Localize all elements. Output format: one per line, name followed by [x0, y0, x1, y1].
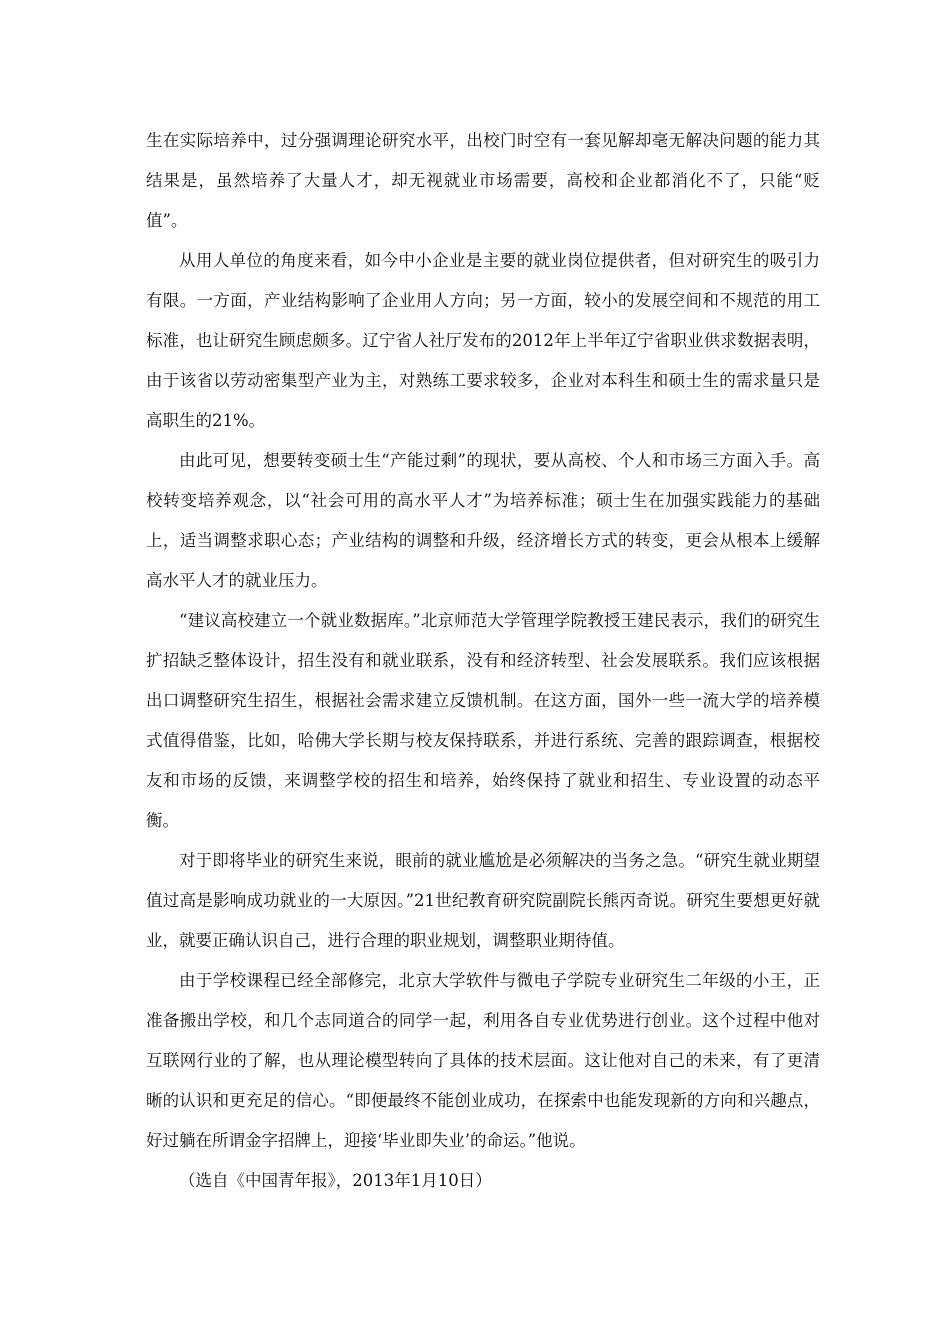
article-body: [146, 121, 820, 1201]
paragraph-2: 从用人单位的角度来看，如今中小企业是主要的就业岗位提供者，但对研究生的吸引力有限。一方面，产业结构影响了企业用人方向；另一方面，较小的发展空间和不规范的用工标准，也让研究生顾虑颇多。辽宁省人社厅发布的2012年上半年辽宁省职业供求数据表明，由于该省以劳动密集型产业为主，对熟练工要求较多，企业对本科生和硕士生的需求量只是高职生的21%。: [146, 251, 820, 430]
paragraph-3: 由此可见，想要转变硕士生“产能过剩”的现状，要从高校、个人和市场三方面入手。高校转变培养观念，以“社会可用的高水平人才”为培养标准；硕士生在加强实践能力的基础上，适当调整求职心态；产业结构的调整和升级，经济增长方式的转变，更会从根本上缓解高水平人才的就业压力。: [146, 451, 820, 590]
paragraph-6: 由于学校课程已经全部修完，北京大学软件与微电子学院专业研究生二年级的小王，正准备搬出学校，和几个志同道合的同学一起，利用各自专业优势进行创业。这个过程中他对互联网行业的了解，也从理论模型转向了具体的技术层面。这让他对自己的未来，有了更清晰的认识和更充足的信心。“即便最终不能创业成功，在探索中也能发现新的方向和兴趣点，好过躺在所谓金字招牌上，迎接‘毕业即失业’的命运。”他说。: [146, 971, 820, 1150]
paragraph-5: 对于即将毕业的研究生来说，眼前的就业尴尬是必须解决的当务之急。“研究生就业期望值过高是影响成功就业的一大原因。”21世纪教育研究院副院长熊丙奇说。研究生要想更好就业，就要正确认识自己，进行合理的职业规划，调整职业期待值。: [146, 851, 820, 950]
source-citation: （选自《中国青年报》，2013年1月10日）: [179, 1171, 492, 1190]
paragraph-4: “建议高校建立一个就业数据库。”北京师范大学管理学院教授王建民表示，我们的研究生扩招缺乏整体设计，招生没有和就业联系，没有和经济转型、社会发展联系。我们应该根据出口调整研究生招生，根据社会需求建立反馈机制。在这方面，国外一些一流大学的培养模式值得借鉴，比如，哈佛大学长期与校友保持联系，并进行系统、完善的跟踪调查，根据校友和市场的反馈，来调整学校的招生和培养，始终保持了就业和招生、专业设置的动态平衡。: [146, 611, 820, 830]
paragraph-1: 生在实际培养中，过分强调理论研究水平，出校门时空有一套见解却毫无解决问题的能力其结果是，虽然培养了大量人才，却无视就业市场需要，高校和企业都消化不了，只能“贬值”。: [146, 131, 820, 230]
